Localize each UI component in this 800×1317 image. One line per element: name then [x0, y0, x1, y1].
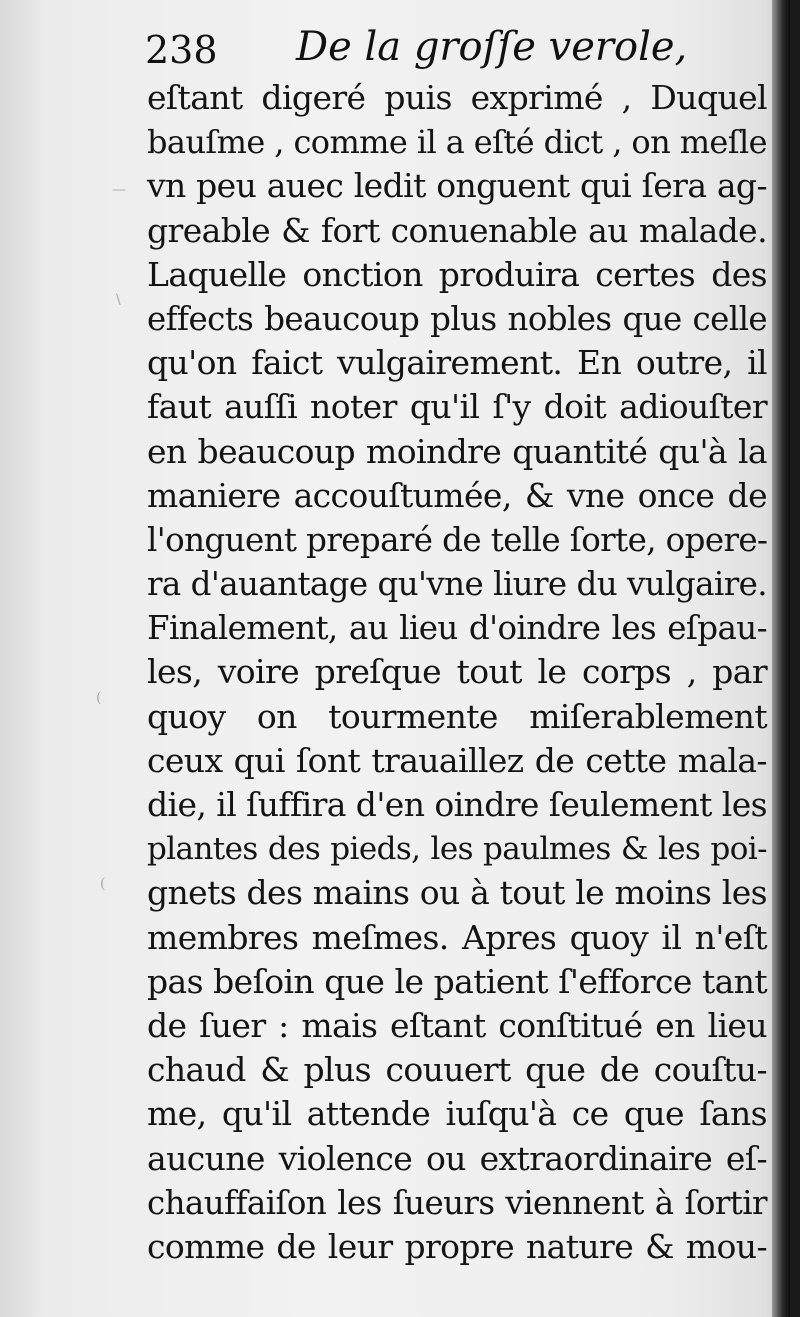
text-line: vn peu auec ledit onguent qui ſera ag- — [147, 166, 767, 206]
text-line: plantes des pieds, les paulmes & les poi- — [147, 831, 767, 868]
text-line: maniere accouſtumée, & vne once de — [147, 475, 767, 515]
text-line: Finalement, au lieu d'oindre les eſpau- — [147, 609, 767, 648]
text-line: qu'on faict vulgairement. En outre, il — [147, 343, 767, 383]
text-line: eſtant digeré puis exprimé , Duquel — [147, 78, 767, 117]
text-line: membres meſmes. Apres quoy il n'eſt — [147, 917, 767, 957]
text-line: gnets des mains ou à tout le moins les — [147, 873, 767, 913]
text-line: Laquelle onction produira certes des — [147, 254, 767, 294]
margin-mark: ( — [100, 876, 106, 892]
margin-mark: \ — [116, 292, 121, 308]
text-line: ceux qui ſont trauaillez de cette mala- — [147, 740, 767, 780]
text-line: aucune violence ou extraordinaire eſ- — [147, 1138, 767, 1178]
text-line: bauſme , comme il a eſté dict , on meſle — [147, 123, 767, 162]
text-line: comme de leur propre nature & mou- — [147, 1226, 767, 1266]
text-line: en beaucoup moindre quantité qu'à la — [147, 431, 767, 471]
margin-mark: ( — [96, 690, 102, 706]
page-number: 238 — [145, 28, 218, 72]
margin-mark: — — [112, 182, 126, 198]
text-line: l'onguent preparé de telle ſorte, opere- — [147, 520, 768, 559]
text-line: ra d'auantage qu'vne liure du vulgaire. — [147, 565, 767, 604]
body-text — [147, 76, 767, 1269]
text-line: chaud & plus couuert que de couſtu- — [147, 1050, 767, 1090]
text-line: de ſuer : mais eſtant conſtitué en lieu — [147, 1005, 767, 1045]
text-line: effects beaucoup plus nobles que celle — [147, 299, 767, 338]
text-line: chauffaiſon les ſueurs viennent à ſortir — [147, 1183, 767, 1222]
text-line: pas beſoin que le patient ſ'efforce tant — [147, 961, 767, 1001]
running-head: De la groſſe verole, — [296, 24, 688, 70]
text-line: quoy on tourmente miſerablement — [147, 696, 767, 736]
text-line: me, qu'il attende iuſqu'à ce que ſans — [147, 1094, 767, 1134]
text-line: les, voire preſque tout le corps , par — [147, 652, 767, 692]
text-line: die, il ſuffira d'en oindre ſeulement les — [147, 785, 767, 824]
text-line: faut auſſi noter qu'il ſ'y doit adiouſter — [147, 387, 767, 427]
text-line: greable & fort conuenable au malade. — [147, 210, 767, 250]
book-spine-shadow — [772, 0, 790, 1317]
